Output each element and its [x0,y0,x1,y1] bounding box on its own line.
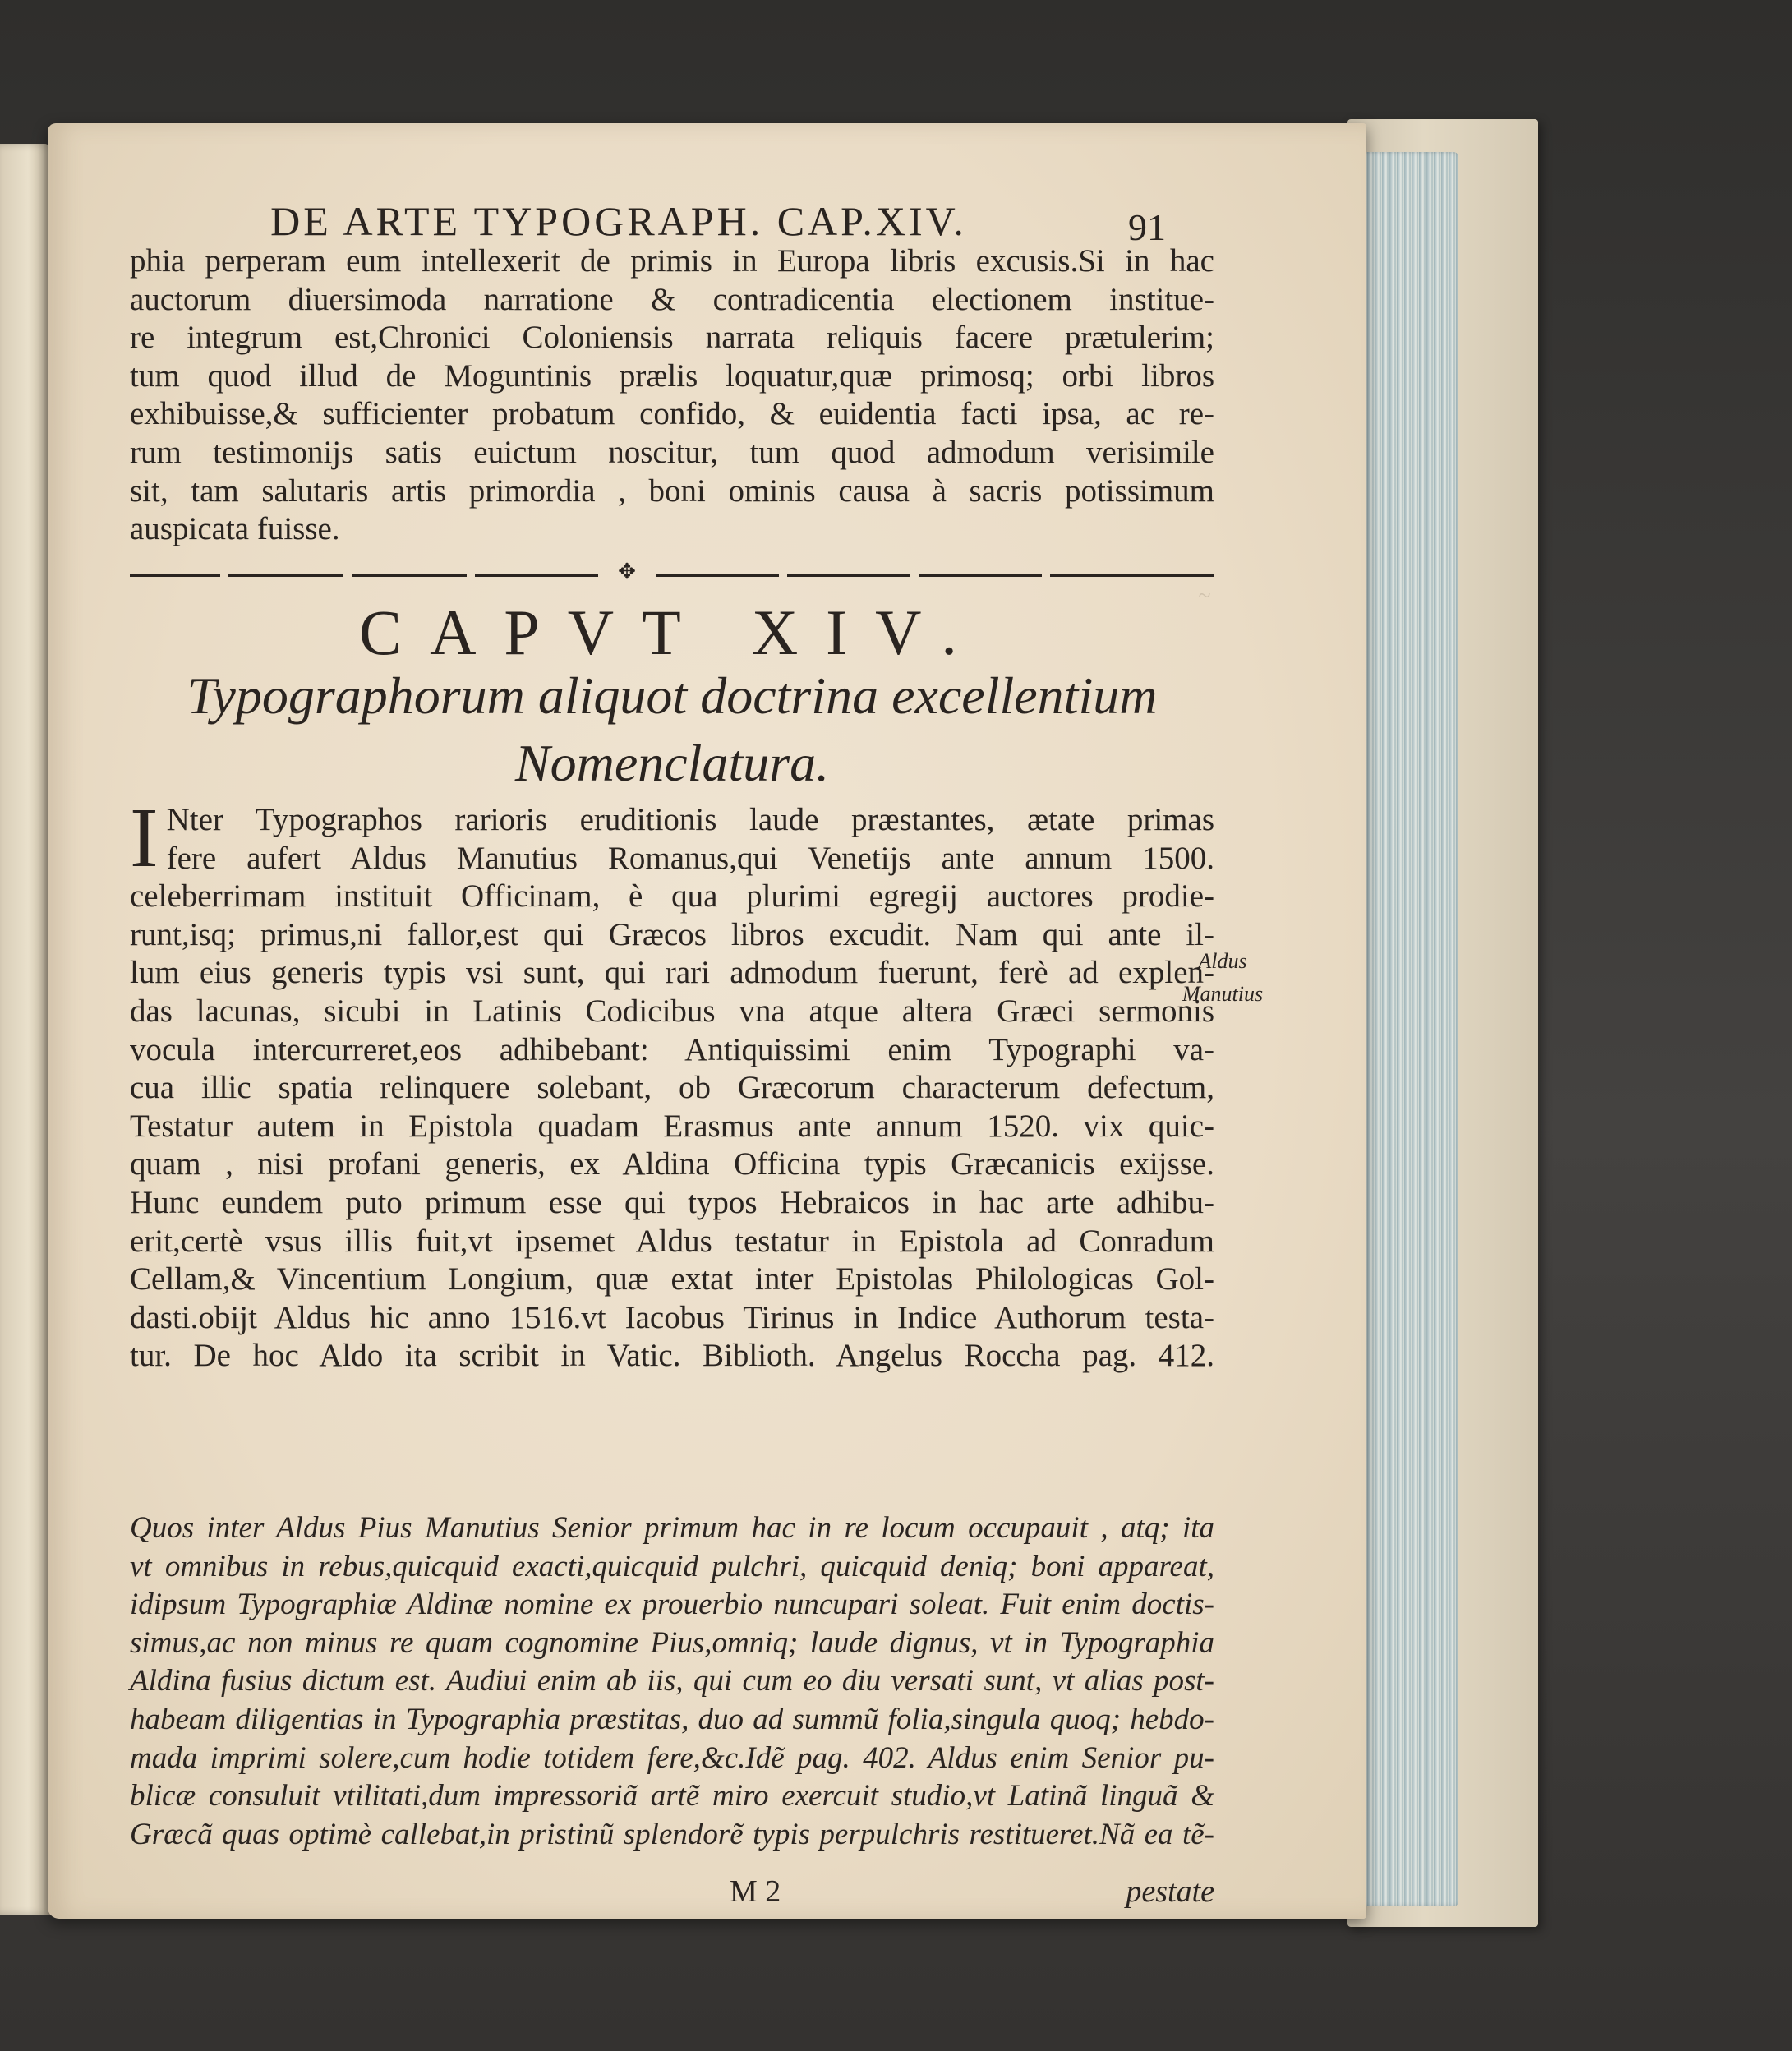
text-line: cua illic spatia relinquere solebant, ob Græcorum characterum defectum, [130,1070,1214,1106]
quote-line: simus,ac non minus re quam cognomine Pius,omniq; laude dignus, vt in Typographia [130,1625,1214,1660]
page-block-edges [1360,152,1458,1906]
margin-note [1161,945,1284,1011]
text-line: phia perperam eum intellexerit de primis in Europa libris excusis.Si in hac [130,243,1214,279]
book-page [48,123,1366,1919]
quote-line: blicæ consuluit vtilitati,dum impressoriã artẽ miro exercuit studio,vt Latinã linguã & [130,1779,1214,1814]
chapter-title: CAPVT XIV. [359,597,985,668]
quote-line: habeam diligentias in Typographia præstitas, duo ad summũ folia,singula quoq; hebdo- [130,1702,1214,1736]
quote-line: vt omnibus in rebus,quicquid exacti,quicquid pulchri, quicquid deniq; boni appareat, [130,1549,1214,1583]
intro-paragraph [130,242,1214,549]
text-line: quam , nisi profani generis, ex Aldina Officina typis Græcanicis exijsse. [130,1146,1214,1182]
page-number: 91 [1128,206,1166,248]
running-head: DE ARTE TYPOGRAPH. CAP.XIV. [270,198,967,244]
text-line: auctorum diuersimoda narratione & contradicentia electionem institue- [130,281,1214,317]
divider-segment [130,574,220,577]
text-line: re integrum est,Chronici Coloniensis narrata reliquis facere prætulerim; [130,320,1214,356]
text-line: vocula intercurreret,eos adhibebant: Antiquissimi enim Typographi va- [130,1031,1214,1067]
text-line: rum testimonijs satis euictum noscitur, tum quod admodum verisimile [130,434,1214,470]
drop-cap: I [130,790,159,885]
quote-line: mada imprimi solere,cum hodie totidem fere,&c.Idẽ pag. 402. Aldus enim Senior pu- [130,1740,1214,1775]
text-line: Hunc eundem puto primum esse qui typos Hebraicos in hac arte adhibu- [130,1184,1214,1220]
text-line: Testatur autem in Epistola quadam Erasmus ante annum 1520. vix quic- [130,1108,1214,1144]
divider-segment [787,574,910,577]
divider-segment [352,574,467,577]
text-line: erit,certè vsus illis fuit,vt ipsemet Aldus testatur in Epistola ad Conradum [130,1223,1214,1259]
chapter-subtitle: Typographorum aliquot doctrina excellentium [187,666,1158,725]
quote-line: Aldina fusius dictum est. Audiui enim ab iis, qui cum eo diu versati sunt, vt alias post- [130,1664,1214,1698]
divider-segment [475,574,598,577]
text-line: auspicata fuisse. [130,511,340,547]
text-line: dasti.obijt Aldus hic anno 1516.vt Iacobus Tirinus in Indice Authorum testa- [130,1299,1214,1335]
quote-line: idipsum Typographiæ Aldinæ nomine ex prouerbio nuncupari soleat. Fuit enim doctis- [130,1588,1214,1622]
text-line: runt,isq; primus,ni fallor,est qui Græcos libros excudit. Nam qui ante il- [130,916,1214,952]
divider-ornament-icon: ✥ [618,560,636,584]
margin-note-line: Aldus [1198,949,1247,973]
text-line: sit, tam salutaris artis primordia , boni ominis causa à sacris potissimum [130,472,1214,509]
signature-mark: M 2 [730,1874,781,1909]
catchword: pestate [1126,1874,1214,1909]
facing-page-edge [0,144,51,1915]
text-line: lum eius generis typis vsi sunt, qui rari admodum fuerunt, ferè ad explen- [130,955,1214,991]
divider-segment [656,574,779,577]
text-line: Nter Typographos rarioris eruditionis laude præstantes, ætate primas [166,802,1214,837]
section-divider [130,560,1216,584]
body-paragraph [130,790,1214,1376]
quote-line: Græcã quas optimè callebat,in pristinũ splendorẽ typis perpulchris restitueret.Nã ea tẽ- [130,1817,1214,1851]
text-line: celeberrimam instituit Officinam, è qua plurimi egregij auctores prodie- [130,878,1214,915]
text-line: Cellam,& Vincentium Longium, quæ extat inter Epistolas Philologicas Gol- [130,1261,1214,1297]
margin-note-line: Manutius [1182,982,1264,1006]
divider-segment [1050,574,1214,577]
text-line: tum quod illud de Moguntinis prælis loquatur,quæ primosq; orbi libros [130,357,1214,394]
chapter-subtitle-continued: Nomenclatura. [514,734,830,792]
divider-segment [919,574,1042,577]
text-line: tur. De hoc Aldo ita scribit in Vatic. Biblioth. Angelus Roccha pag. 412. [130,1338,1214,1374]
page-footer [130,1874,1214,1915]
text-line: das lacunas, sicubi in Latinis Codicibus vna atque altera Græci sermonis [130,993,1214,1029]
text-line: exhibuisse,& sufficienter probatum confido, & euidentia facti ipsa, ac re- [130,396,1214,432]
divider-segment [228,574,343,577]
text-line: fere aufert Aldus Manutius Romanus,qui Venetijs ante annum 1500. [166,840,1214,876]
bleed-through-mark: ~ [1198,583,1211,609]
quote-line: Quos inter Aldus Pius Manutius Senior primum hac in re locum occupauit , atq; ita [130,1511,1214,1545]
quotation-block [130,1509,1214,1854]
